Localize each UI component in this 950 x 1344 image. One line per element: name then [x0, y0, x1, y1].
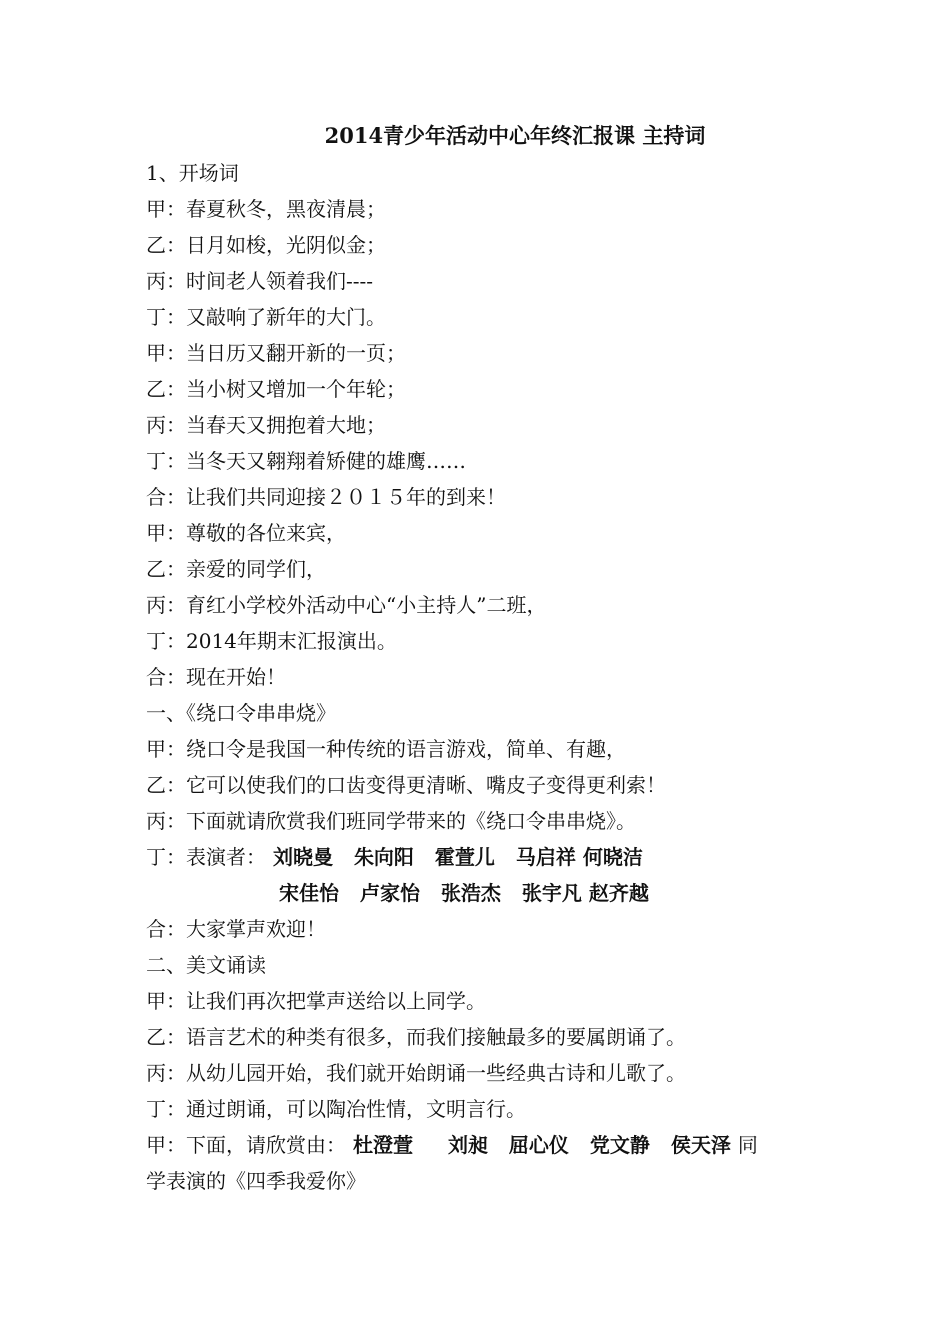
script-line: 丁：通过朗诵，可以陶冶性情，文明言行。: [146, 1097, 526, 1121]
final-prefix: 甲：下面，请欣赏由：: [146, 1133, 346, 1157]
script-line: 丙：时间老人领着我们----: [146, 269, 374, 293]
script-line: 乙：当小树又增加一个年轮；: [146, 377, 406, 401]
performer-name: 杜澄萱: [352, 1133, 413, 1157]
performer-name: 刘昶: [447, 1133, 488, 1157]
script-line: 甲：当日历又翻开新的一页；: [146, 341, 406, 365]
script-line: 甲：绕口令是我国一种传统的语言游戏，简单、有趣，: [146, 737, 626, 761]
script-line: 合：大家掌声欢迎！: [146, 917, 326, 941]
script-line: 乙：亲爱的同学们，: [146, 557, 326, 581]
final-performers-line: [146, 1132, 758, 1158]
performer-name: 屈心仪: [508, 1133, 569, 1157]
script-line: 乙：语言艺术的种类有很多，而我们接触最多的要属朗诵了。: [146, 1025, 686, 1049]
performer-name: 党文静: [589, 1133, 650, 1157]
script-line: 甲：让我们再次把掌声送给以上同学。: [146, 989, 486, 1013]
script-line: 丙：育红小学校外活动中心“小主持人”二班，: [146, 593, 547, 617]
script-line: 丙：从幼儿园开始，我们就开始朗诵一些经典古诗和儿歌了。: [146, 1061, 686, 1085]
script-line: 甲：尊敬的各位来宾，: [146, 521, 346, 545]
script-line: 学表演的《四季我爱你》: [146, 1169, 366, 1193]
section-heading-one: 一、《绕口令串串烧》: [146, 701, 336, 725]
performer-name: 侯天泽: [670, 1133, 731, 1157]
script-line: 丙：下面就请欣赏我们班同学带来的《绕口令串串烧》。: [146, 809, 636, 833]
performer-name: 何晓洁: [582, 845, 643, 869]
script-line: 乙：它可以使我们的口齿变得更清晰、嘴皮子变得更利索！: [146, 773, 666, 797]
script-line: 丁：当冬天又翱翔着矫健的雄鹰……: [146, 449, 466, 473]
performer-name: 宋佳怡: [279, 881, 339, 905]
performer-name: 卢家怡: [359, 881, 420, 905]
script-line: 合：让我们共同迎接２０１５年的到来！: [146, 485, 506, 509]
script-line: 丙：当春天又拥抱着大地；: [146, 413, 386, 437]
script-line: 乙：日月如梭，光阴似金；: [146, 233, 386, 257]
script-line: 合：现在开始！: [146, 665, 286, 689]
performer-name: 马启祥: [515, 845, 576, 869]
performer-name: 张浩杰: [440, 881, 501, 905]
section-heading-opening: 1、开场词: [146, 161, 239, 185]
performer-name: 霍萱儿: [434, 845, 495, 869]
performers-line-2: [279, 880, 649, 906]
final-suffix: 同: [737, 1133, 758, 1157]
performers-line: [146, 844, 643, 870]
script-line: 丁：又敲响了新年的大门。: [146, 305, 386, 329]
script-line: 甲：春夏秋冬，黑夜清晨；: [146, 197, 386, 221]
script-line: 丁：2014年期末汇报演出。: [146, 629, 397, 653]
performer-name: 朱向阳: [353, 845, 414, 869]
performers-prefix: 丁：表演者：: [146, 845, 266, 869]
document-title: 2014青少年活动中心年终汇报课 主持词: [324, 123, 706, 148]
section-heading-two: 二、美文诵读: [146, 953, 266, 977]
performer-name: 刘晓曼: [272, 845, 333, 869]
performer-name: 张宇凡: [521, 881, 582, 905]
performer-name: 赵齐越: [588, 881, 649, 905]
